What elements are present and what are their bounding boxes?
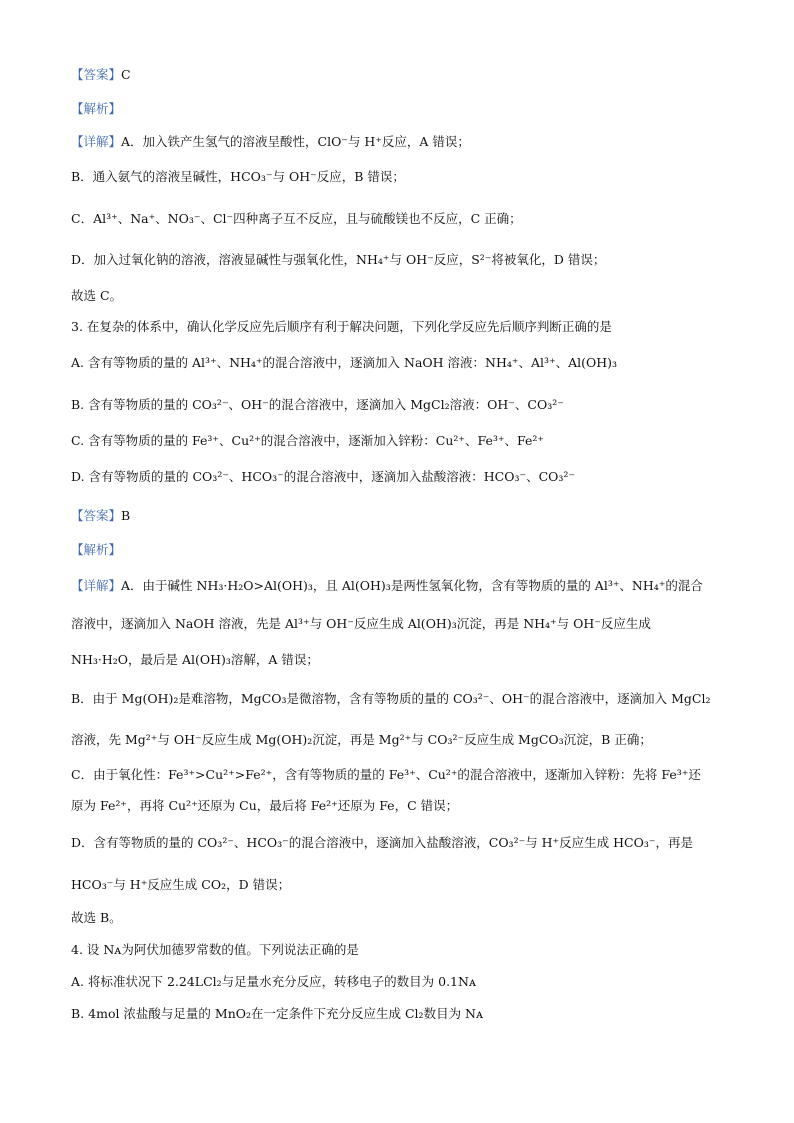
option-b: B. 4mol 浓盐酸与足量的 MnO₂在一定条件下充分反应生成 Cl₂数目为 Nᴀ [71,1006,484,1021]
detail-a-2: 溶液中，逐滴加入 NaOH 溶液，先是 Al³⁺与 OH⁻反应生成 Al(OH)₃沉淀，再是 NH₄⁺与 OH⁻反应生成 [71,616,651,631]
answer-line [71,66,734,84]
question-stem: 4. 设 Nᴀ为阿伏加德罗常数的值。下列说法正确的是 [71,942,359,957]
answer-value: C [121,67,131,82]
detail-b-2: 溶液，先 Mg²⁺与 OH⁻反应生成 Mg(OH)₂沉淀，再是 Mg²⁺与 CO₃²⁻反应生成 MgCO₃沉淀，B 正确； [71,732,652,747]
option-c: C. 含有等物质的量的 Fe³⁺、Cu²⁺的混合溶液中，逐渐加入锌粉：Cu²⁺、Fe³⁺、Fe²⁺ [71,433,544,448]
answer-line [71,507,734,525]
detail-b: B．通入氨气的溶液呈碱性，HCO₃⁻与 OH⁻反应，B 错误； [71,169,405,184]
conclusion: 故选 C。 [71,288,123,303]
option-a: A. 将标准状况下 2.24LCl₂与足量水充分反应，转移电子的数目为 0.1Nᴀ [71,974,477,989]
detail-b-1: B．由于 Mg(OH)₂是难溶物，MgCO₃是微溶物，含有等物质的量的 CO₃²⁻、OH⁻的混合溶液中，逐滴加入 MgCl₂ [71,691,711,706]
analysis-tag: 【解析】 [71,101,122,116]
option-b: B. 含有等物质的量的 CO₃²⁻、OH⁻的混合溶液中，逐滴加入 MgCl₂溶液：OH⁻、CO₃²⁻ [71,397,564,412]
analysis-tag: 【解析】 [71,542,122,557]
detail-c: C．Al³⁺、Na⁺、NO₃⁻、Cl⁻四种离子互不反应，且与硫酸镁也不反应，C 正确； [71,211,522,226]
detail-d-2: HCO₃⁻与 H⁺反应生成 CO₂，D 错误； [71,877,291,892]
detail-a-1: 【详解】A．由于碱性 NH₃·H₂O>Al(OH)₃，且 Al(OH)₃是两性氢氧化物，含有等物质的量的 Al³⁺、NH₄⁺的混合 [71,578,703,593]
conclusion: 故选 B。 [71,910,122,925]
detail-d-1: D．含有等物质的量的 CO₃²⁻、HCO₃⁻的混合溶液中，逐滴加入盐酸溶液，CO₃²⁻与 H⁺反应生成 HCO₃⁻，再是 [71,835,693,850]
detail-c-2: 原为 Fe²⁺，再将 Cu²⁺还原为 Cu，最后将 Fe²⁺还原为 Fe，C 错误； [71,798,459,813]
answer-tag: 【答案】 [71,67,122,82]
detail-a-3: NH₃·H₂O，最后是 Al(OH)₃溶解，A 错误； [71,652,319,667]
detail-d: D．加入过氧化钠的溶液，溶液显碱性与强氧化性，NH₄⁺与 OH⁻反应，S²⁻将被氧化，D 错误； [71,252,606,267]
option-a: A. 含有等物质的量的 Al³⁺、NH₄⁺的混合溶液中，逐滴加入 NaOH 溶液：NH₄⁺、Al³⁺、Al(OH)₃ [71,355,618,370]
detail-a: 【详解】A．加入铁产生氢气的溶液呈酸性，ClO⁻与 H⁺反应，A 错误； [71,134,470,149]
answer-tag: 【答案】 [71,508,122,523]
detail-c-1: C．由于氧化性：Fe³⁺>Cu²⁺>Fe²⁺，含有等物质的量的 Fe³⁺、Cu²⁺的混合溶液中，逐渐加入锌粉：先将 Fe³⁺还 [71,767,701,782]
question-stem: 3. 在复杂的体系中，确认化学反应先后顺序有利于解决问题，下列化学反应先后顺序判断正确的是 [71,319,612,334]
option-d: D. 含有等物质的量的 CO₃²⁻、HCO₃⁻的混合溶液中，逐滴加入盐酸溶液：HCO₃⁻、CO₃²⁻ [71,469,576,484]
answer-value: B [121,508,131,523]
